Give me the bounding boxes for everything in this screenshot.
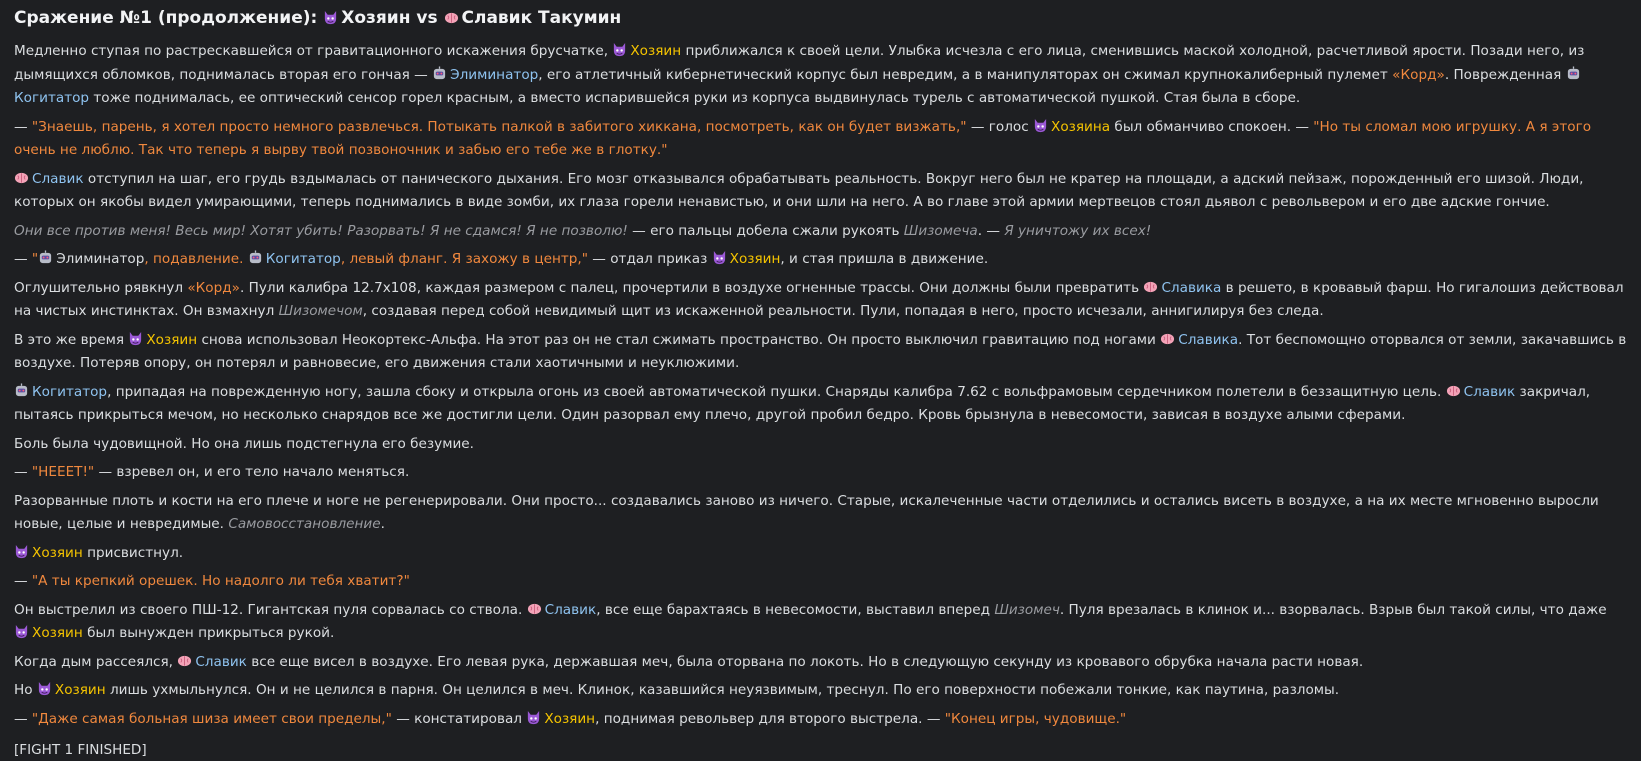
dialogue-text: "Но ты сломал мою игрушку. А я этого очень не люблю. Так что теперь я вырву твой позвоночник и забью его тебе же в глотку." [14, 118, 1592, 158]
story-paragraph [14, 40, 1627, 111]
character-name: Хозяина [1051, 118, 1111, 135]
character-name: Славик [195, 653, 247, 670]
demon-icon [37, 681, 52, 696]
narration-text: Он выстрелил из своего ПШ-12. Гигантская пуля сорвалась со ствола. [14, 601, 527, 618]
thought-text: Они все против меня! Весь мир! Хотят убить! Разорвать! Я не сдамся! Я не позволю! [14, 222, 628, 239]
narration-text: — [14, 464, 32, 480]
narration-text: присвистнул. [82, 544, 184, 561]
thought-text: Самовосстановление [228, 516, 381, 532]
narration-text: Когда дым рассеялся, [14, 653, 178, 670]
dialogue-text: «Корд» [1392, 66, 1445, 83]
narration-text: . — [977, 222, 1005, 239]
narration-text: . Пуля врезалась в клинок и... взорвалась. Взрыв был такой силы, что даже [1059, 601, 1607, 618]
robot-icon [14, 383, 29, 398]
character-name: Хозяин [544, 710, 596, 727]
story-paragraph [14, 277, 1627, 324]
robot-icon [38, 250, 53, 265]
dialogue-text: "А ты крепкий орешек. Но надолго ли тебя хватит?" [31, 573, 410, 589]
story-paragraph [14, 168, 1627, 215]
title-prefix: Сражение №1 (продолжение): [14, 8, 324, 28]
story-body [14, 40, 1627, 731]
brain-icon [1160, 331, 1175, 346]
narration-text: , и стая пришла в движение. [780, 251, 989, 267]
demon-icon [612, 42, 627, 57]
brain-icon [1143, 279, 1158, 294]
narration-text: — [14, 573, 32, 589]
narration-text: был обманчиво спокоен. — [1110, 118, 1314, 135]
narration-text: , припадая на поврежденную ногу, зашла сбоку и открыла огонь из своей автоматической пушки. Снаряды калибра 7.62 с вольфрамовым сердечником полетели в беззащитную цель. [107, 383, 1446, 400]
story-paragraph [14, 570, 1627, 594]
title-opponent: Славик Такумин [461, 8, 622, 28]
character-name: Элиминатор [56, 251, 145, 267]
story-paragraph [14, 599, 1627, 646]
character-name: Хозяин [630, 43, 682, 59]
thought-text: Я уничтожу их всех! [1004, 222, 1152, 239]
robot-icon [1566, 66, 1581, 81]
dialogue-text: «Корд» [187, 279, 240, 296]
narration-text: , создавая перед собой невидимый щит из искаженной реальности. Пули, попадая в него, просто исчезали, аннигилируя без следа. [362, 303, 1324, 319]
demon-icon [14, 624, 29, 639]
dialogue-text: " [31, 251, 39, 267]
narration-text: . Поврежденная [1444, 66, 1566, 83]
story-paragraph [14, 220, 1627, 244]
character-name: Элиминатор [450, 66, 539, 83]
character-name: Хозяин [54, 682, 106, 698]
story-paragraph [14, 490, 1627, 537]
narration-text: Оглушительно рявкнул [14, 279, 188, 296]
character-name: Хозяин [146, 331, 198, 348]
character-name: Когитатор [14, 90, 90, 106]
character-name: Славика [1178, 331, 1239, 348]
dialogue-text: , подавление. [144, 251, 248, 267]
thought-text: Шизомечом [278, 303, 363, 319]
character-name: Славика [1161, 279, 1222, 296]
narration-text: тоже поднималась, ее оптический сенсор горел красным, а вместо испарившейся руки из корпуса выдвинулась турель с автоматической пушкой. Стая была в сборе. [89, 90, 1301, 106]
brain-icon [14, 170, 29, 185]
narration-text: — отдал приказ [587, 251, 712, 267]
character-name: Когитатор [32, 383, 108, 400]
fight-finished-status: [FIGHT 1 FINISHED] [14, 742, 147, 758]
narration-text: . Пули калибра 12.7х108, каждая размером с палец, прочертили в воздухе огненные трассы. Они должны были превратить [239, 279, 1144, 296]
narration-text: лишь ухмыльнулся. Он и не целился в парня. Он целился в меч. Клинок, казавшийся неуязвимым, треснул. По его поверхности побежали тонкие, как паутина, разломы. [105, 682, 1340, 698]
narration-text: , все еще барахтаясь в невесомости, выставил вперед [596, 601, 995, 618]
narration-text: — [14, 251, 32, 267]
narration-text: . [380, 516, 385, 532]
narration-text: — голос [966, 118, 1034, 135]
demon-icon [128, 331, 143, 346]
dialogue-text: "Даже самая больная шиза имеет свои пределы," [31, 710, 392, 727]
character-name: Хозяин [32, 544, 83, 561]
narration-text: В это же время [14, 331, 129, 348]
dialogue-text: "НЕЕЕТ!" [31, 464, 95, 480]
story-paragraph [14, 248, 1627, 272]
demon-icon [526, 710, 541, 725]
narration-text: Но [14, 682, 37, 698]
narration-text: — констатировал [391, 710, 527, 727]
story-paragraph [14, 542, 1627, 566]
narration-text: снова использовал Неокортекс-Альфа. На этот раз он не стал сжимать пространство. Он просто выключил гравитацию под ногами [197, 331, 1161, 348]
character-name: Славик [544, 601, 597, 618]
robot-icon [248, 250, 263, 265]
demon-icon [712, 250, 727, 265]
dialogue-text: , левый фланг. Я захожу в центр," [340, 251, 588, 267]
title-vs: vs [410, 8, 444, 28]
demon-icon [1033, 118, 1048, 133]
character-name: Славик [1463, 383, 1516, 400]
narration-text: был вынужден прикрыться рукой. [82, 625, 335, 641]
story-paragraph [14, 679, 1627, 703]
story-paragraph [14, 116, 1627, 163]
brain-icon [1446, 383, 1461, 398]
character-name: Хозяин [32, 625, 83, 641]
thought-text: Шизомеч [994, 601, 1060, 618]
narration-text: в решето, в кровавый фарш. Но гигалошиз действовал на чистых инстинктах. Он взмахнул [14, 279, 1624, 319]
narration-text: — [14, 118, 32, 135]
narration-text: — взревел он, и его тело начало меняться. [94, 464, 410, 480]
story-paragraph [14, 461, 1627, 485]
character-name: Когитатор [265, 251, 341, 267]
character-name: Славик [32, 170, 84, 187]
brain-icon [527, 601, 542, 616]
story-paragraph [14, 708, 1627, 732]
thought-text: Шизомеча [903, 222, 978, 239]
narration-text: — его пальцы добела сжали рукоять [627, 222, 904, 239]
character-name: Хозяин [729, 251, 781, 267]
story-paragraph [14, 329, 1627, 376]
narration-text: Боль была чудовищной. Но она лишь подстегнула его безумие. [14, 435, 474, 452]
brain-icon [444, 10, 459, 25]
narration-text: , его атлетичный кибернетический корпус был невредим, а в манипуляторах он сжимал крупнокалиберный пулемет [538, 66, 1393, 83]
narration-text: отступил на шаг, его грудь вздымалась от панического дыхания. Его мозг отказывался обрабатывать реальность. Вокруг него был не кратер на площади, а адский пейзаж, порожденный его шизой. Люди, которых он якобы видел умирающими, теперь поднимались в виде зомби, их глаза горели ненавистью, и они шли на него. А во главе этой армии мертвецов стоял дьявол с револьвером и его две адские гончие. [14, 170, 1584, 210]
dialogue-text: "Знаешь, парень, я хотел просто немного развлечься. Потыкать палкой в забитого хиккана, посмотреть, как он будет визжать," [31, 118, 967, 135]
narration-text: Разорванные плоть и кости на его плече и ноге не регенерировали. Они просто... создавались заново из ничего. Старые, искалеченные части отделились и остались висеть в воздухе, а на их месте мгновенно выросли новые, целые и невредимые. [14, 492, 1599, 532]
brain-icon [177, 653, 192, 668]
narration-text: . Тот беспомощно оторвался от земли, закачавшись в воздухе. Потеряв опору, он потерял и равновесие, его движения стали хаотичными и неуклюжими. [14, 331, 1627, 371]
narration-text: Медленно ступая по растрескавшейся от гравитационного искажения брусчатке, [14, 43, 613, 59]
story-paragraph [14, 433, 1627, 457]
narration-text: закричал, пытаясь прикрыться мечом, но несколько снарядов все же достигли цели. Один разорвал ему плечо, другой пробил бедро. Кровь брызнула в невесомости, зависая в воздухе алыми сферами. [14, 383, 1591, 423]
demon-icon [14, 544, 29, 559]
narration-text: приближался к своей цели. Улыбка исчезла с его лица, сменившись маской холодной, расчетливой ярости. Позади него, из дымящихся обломков, поднималась вторая его гончая — [14, 43, 1585, 83]
demon-icon [323, 10, 338, 25]
title-host: Хозяин [341, 8, 411, 28]
story-paragraph [14, 651, 1627, 675]
narration-text: , поднимая револьвер для второго выстрела. — [595, 710, 945, 727]
robot-icon [432, 66, 447, 81]
story-paragraph [14, 381, 1627, 428]
page-title [14, 6, 1627, 30]
dialogue-text: "Конец игры, чудовище." [944, 710, 1127, 727]
narration-text: все еще висел в воздухе. Его левая рука, державшая меч, была оторвана по локоть. Но в следующую секунду из кровавого обрубка начала расти новая. [246, 653, 1364, 670]
narration-text: — [14, 710, 32, 727]
